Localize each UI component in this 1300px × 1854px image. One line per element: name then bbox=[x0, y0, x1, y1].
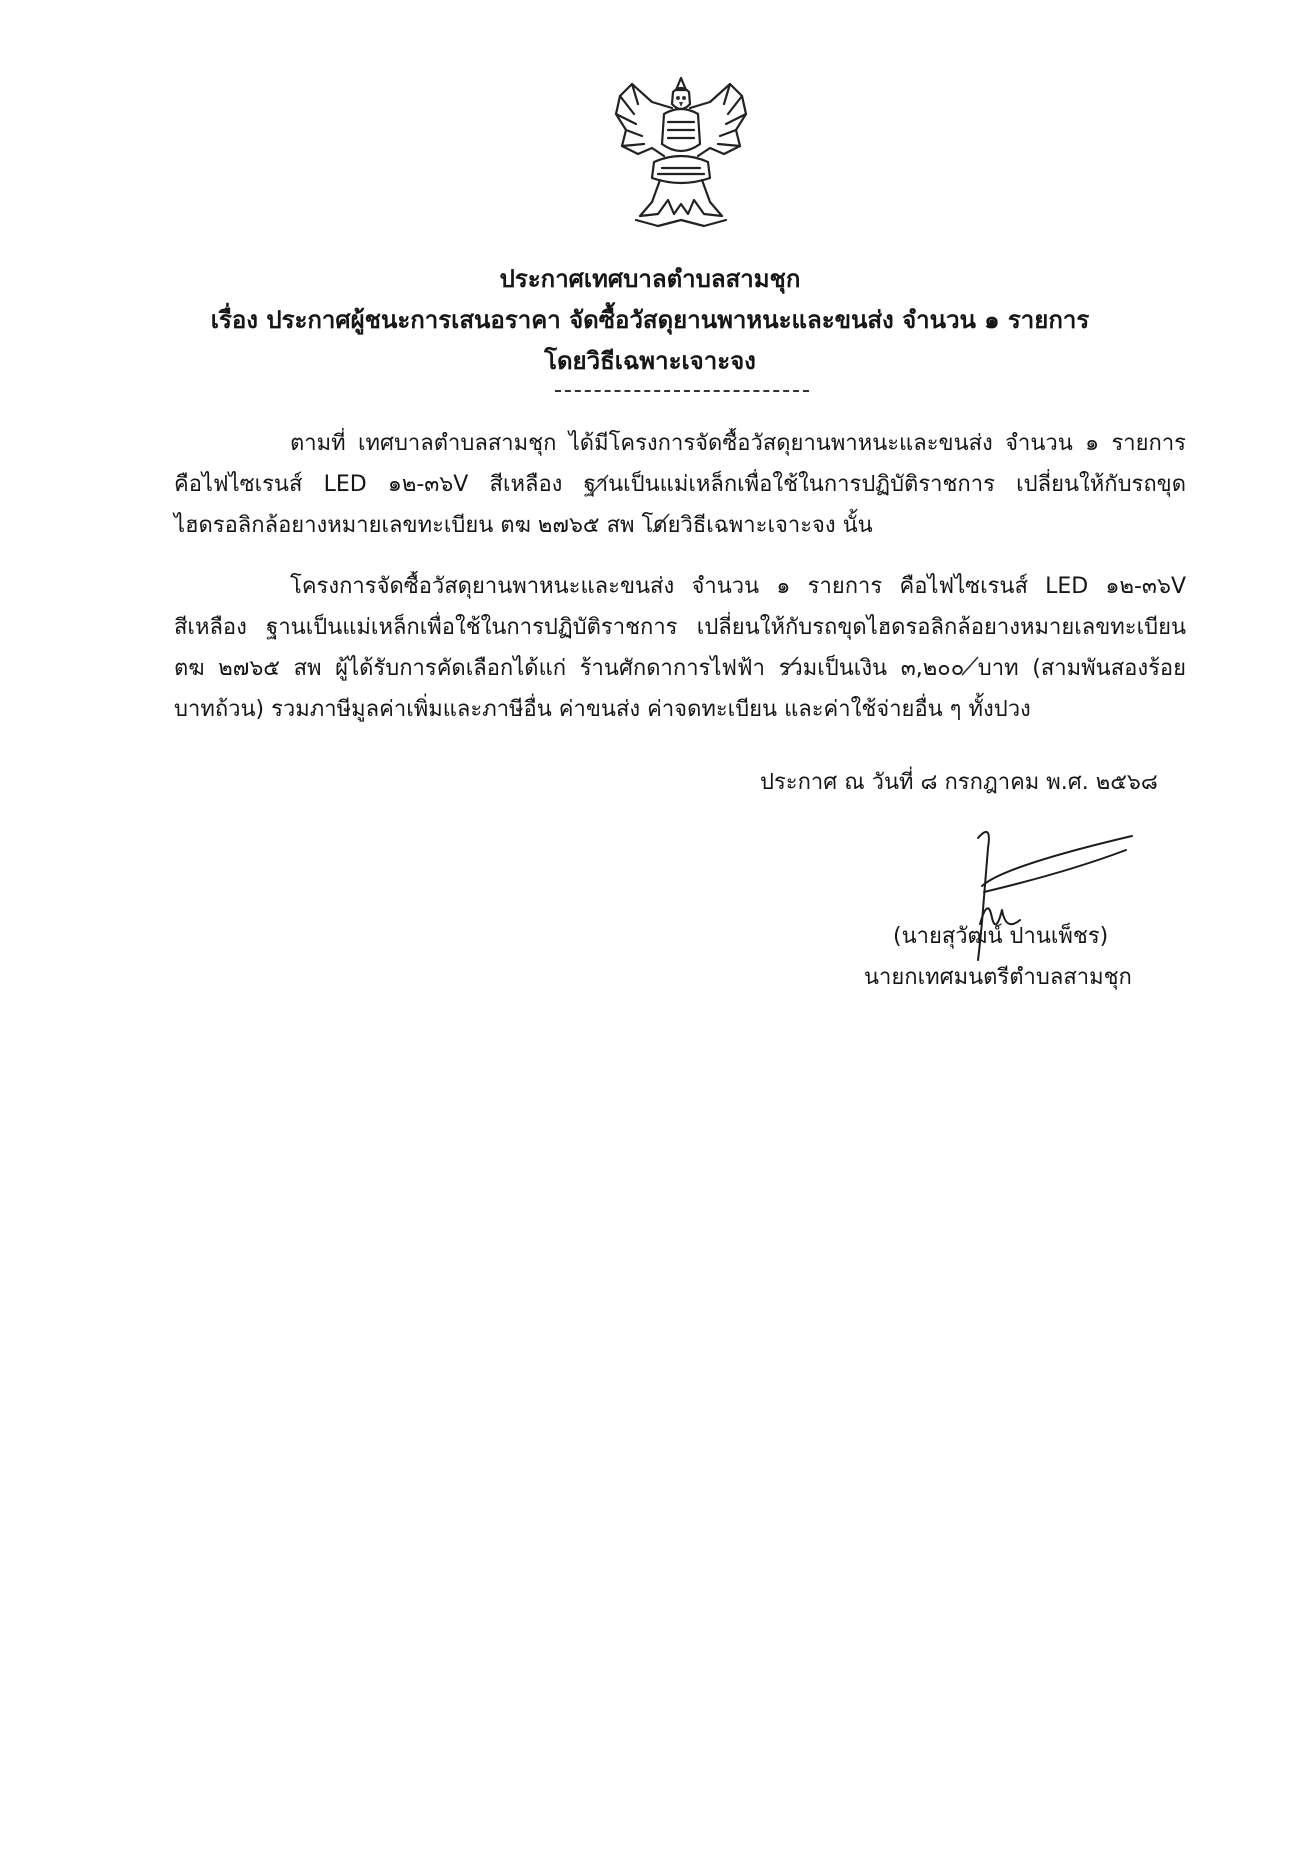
paragraph2-line-1: โครงการจัดซื้อวัสดุยานพาหนะและขนส่ง จำนวน ๑ รายการ คือไฟไซเรนส์ LED ๑๒-๓๖V bbox=[290, 574, 1186, 599]
notice-subject: เรื่อง ประกาศผู้ชนะการเสนอราคา จัดซื้อวัสดุยานพาหนะและขนส่ง จำนวน ๑ รายการ bbox=[210, 306, 1090, 334]
paragraph1-line-3: ไฮดรอลิกล้อยางหมายเลขทะเบียน ตฆ ๒๗๖๕ สพ โดยวิธีเฉพาะเจาะจง นั้น bbox=[174, 513, 873, 538]
paragraph1-line-2: คือไฟไซเรนส์ LED ๑๒-๓๖V สีเหลือง ฐานเป็นแม่เหล็กเพื่อใช้ในการปฏิบัติราชการ เปลี่ยนให้กับรถขุด bbox=[174, 472, 1186, 497]
announce-date: ประกาศ ณ วันที่ ๘ กรกฎาคม พ.ศ. ๒๕๖๘ bbox=[760, 770, 1158, 795]
signatory-name: (นายสุวัฒน์ ปานเพ็ชร) bbox=[893, 924, 1109, 949]
paragraph1-line-1: ตามที่ เทศบาลตำบลสามชุก ได้มีโครงการจัดซื้อวัสดุยานพาหนะและขนส่ง จำนวน ๑ รายการ bbox=[290, 431, 1186, 456]
paragraph2-line-2: สีเหลือง ฐานเป็นแม่เหล็กเพื่อใช้ในการปฏิบัติราชการ เปลี่ยนให้กับรถขุดไฮดรอลิกล้อยางหมายเลขทะเบียน bbox=[174, 615, 1186, 640]
pen-tick-mark bbox=[960, 655, 980, 677]
signatory-position: นายกเทศมนตรีตำบลสามชุก bbox=[864, 965, 1132, 990]
notice-method: โดยวิธีเฉพาะเจาะจง bbox=[544, 347, 756, 375]
garuda-emblem-icon bbox=[612, 74, 750, 232]
notice-issuer-title: ประกาศเทศบาลตำบลสามชุก bbox=[499, 265, 801, 293]
paragraph2-line-3: ตฆ ๒๗๖๕ สพ ผู้ได้รับการคัดเลือกได้แก่ ร้านศักดาการไฟฟ้า รวมเป็นเงิน ๓,๒๐๐ บาท (สามพันสองร้อย bbox=[174, 656, 1186, 681]
pen-tick-mark bbox=[590, 473, 610, 495]
pen-tick-mark bbox=[651, 512, 671, 534]
pen-tick-mark bbox=[780, 655, 800, 677]
paragraph2-line-4: บาทถ้วน) รวมภาษีมูลค่าเพิ่มและภาษีอื่น ค่าขนส่ง ค่าจดทะเบียน และค่าใช้จ่ายอื่น ๆ ทั้งปวง bbox=[174, 697, 1031, 722]
title-divider bbox=[555, 390, 809, 392]
